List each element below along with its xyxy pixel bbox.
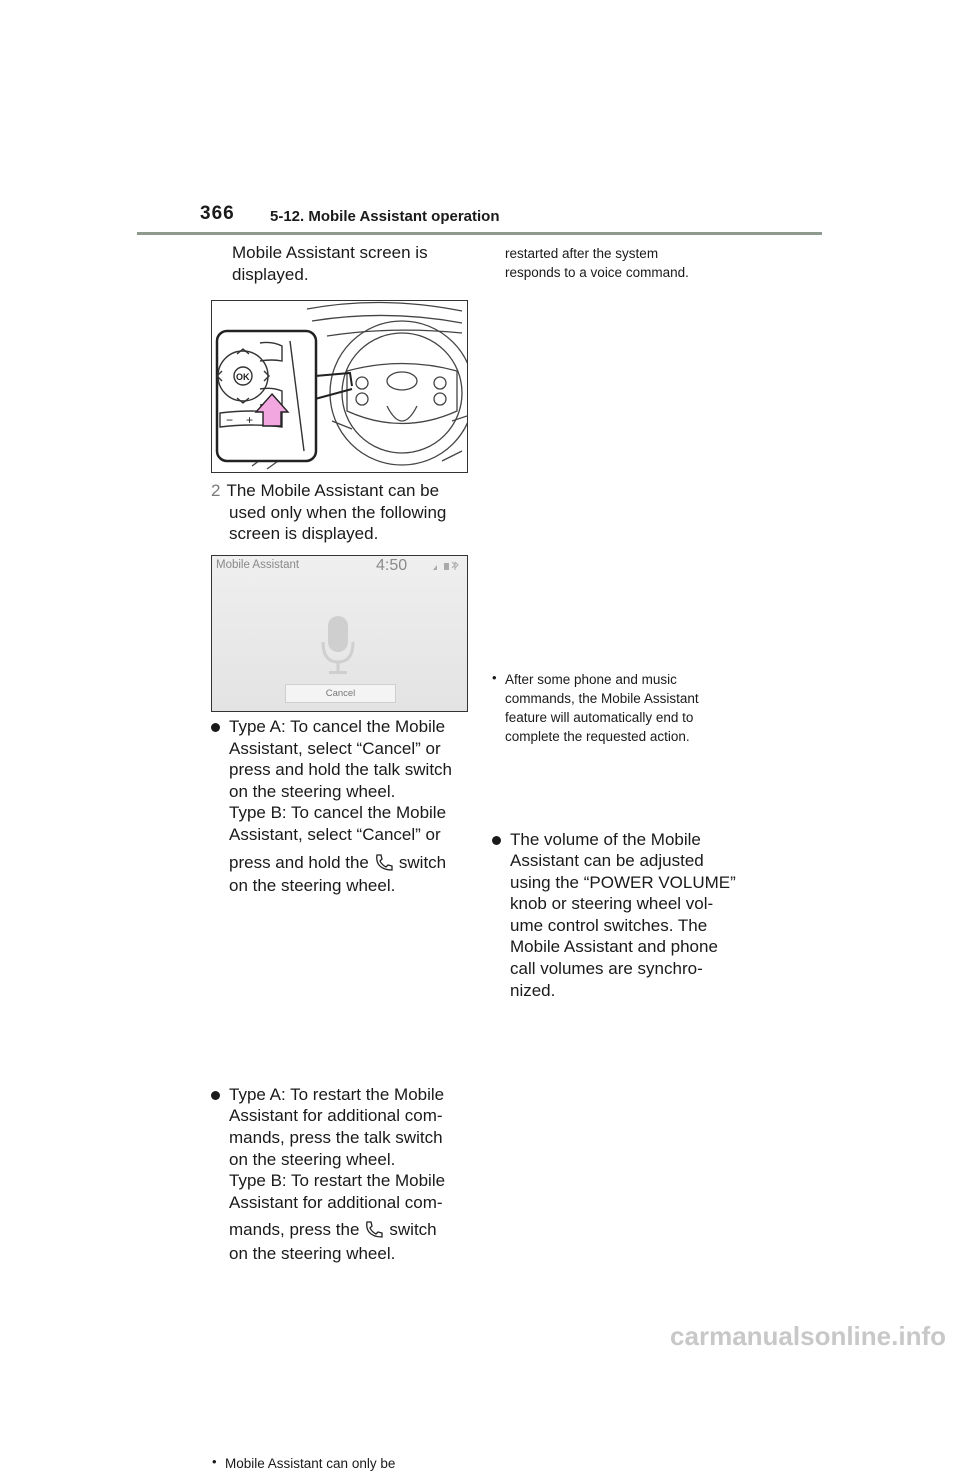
volume-minus-label: −: [226, 413, 234, 427]
site-watermark: carmanualsonline.info: [670, 1321, 946, 1351]
bullet-small-icon: •: [492, 669, 497, 685]
section-title: 5-12. Mobile Assistant operation: [270, 208, 500, 225]
volume-plus-label: +: [246, 413, 254, 427]
phone-icon: [363, 1220, 385, 1238]
bullet-restart: Type A: To restart the Mobile Assistant for additional com- mands, press the talk switch on the steering wheel. Type B: To restart the Mobile Assistant for additional com- mands, press the switch on the steering wheel.: [209, 1084, 491, 1265]
status-icons: [431, 561, 461, 573]
steering-wheel-illustration: [211, 300, 468, 473]
step-number: 2: [211, 481, 221, 500]
intro-text: Mobile Assistant screen is displayed.: [232, 243, 428, 284]
status-bar-icon: [431, 561, 461, 571]
step-2: 2 The Mobile Assistant can be used only when the following screen is displayed.: [211, 481, 447, 544]
bullet-icon: [492, 836, 501, 845]
phone-icon: [373, 853, 395, 871]
screen-title: Mobile Assistant: [216, 559, 300, 571]
bullet-icon: [211, 723, 220, 732]
bullet-cancel: Type A: To cancel the Mobile Assistant, select “Cancel” or press and hold the talk switch on the steering wheel. Type B: To cancel the Mobile Assistant, select “Cancel” or press and hold the switch on the steering wheel.: [209, 716, 491, 897]
bullet-small-icon: •: [212, 1453, 217, 1469]
screen-clock: 4:50: [376, 557, 408, 574]
cancel-button[interactable]: Cancel: [285, 684, 396, 703]
microphone-icon: [321, 614, 355, 678]
note-restart: • Mobile Assistant can only be: [212, 1453, 396, 1471]
bullet-volume: The volume of the Mobile Assistant can be adjusted using the “POWER VOLUME” knob or steering wheel vol- ume control switches. The Mobile Assistant and phone call volumes are synchro- nized.: [490, 829, 780, 1002]
note-auto-end: • After some phone and music commands, the Mobile Assistant feature will automatically end to complete the requested action.: [492, 669, 699, 744]
steering-wheel-drawing: [212, 301, 468, 473]
header-divider: [137, 232, 822, 235]
bullet-icon: [211, 1091, 220, 1100]
page-number: 366: [200, 203, 235, 224]
ok-button-label: OK: [236, 372, 250, 382]
note-continuation: restarted after the system responds to a voice command.: [505, 246, 689, 280]
mobile-assistant-screen: [211, 555, 468, 712]
